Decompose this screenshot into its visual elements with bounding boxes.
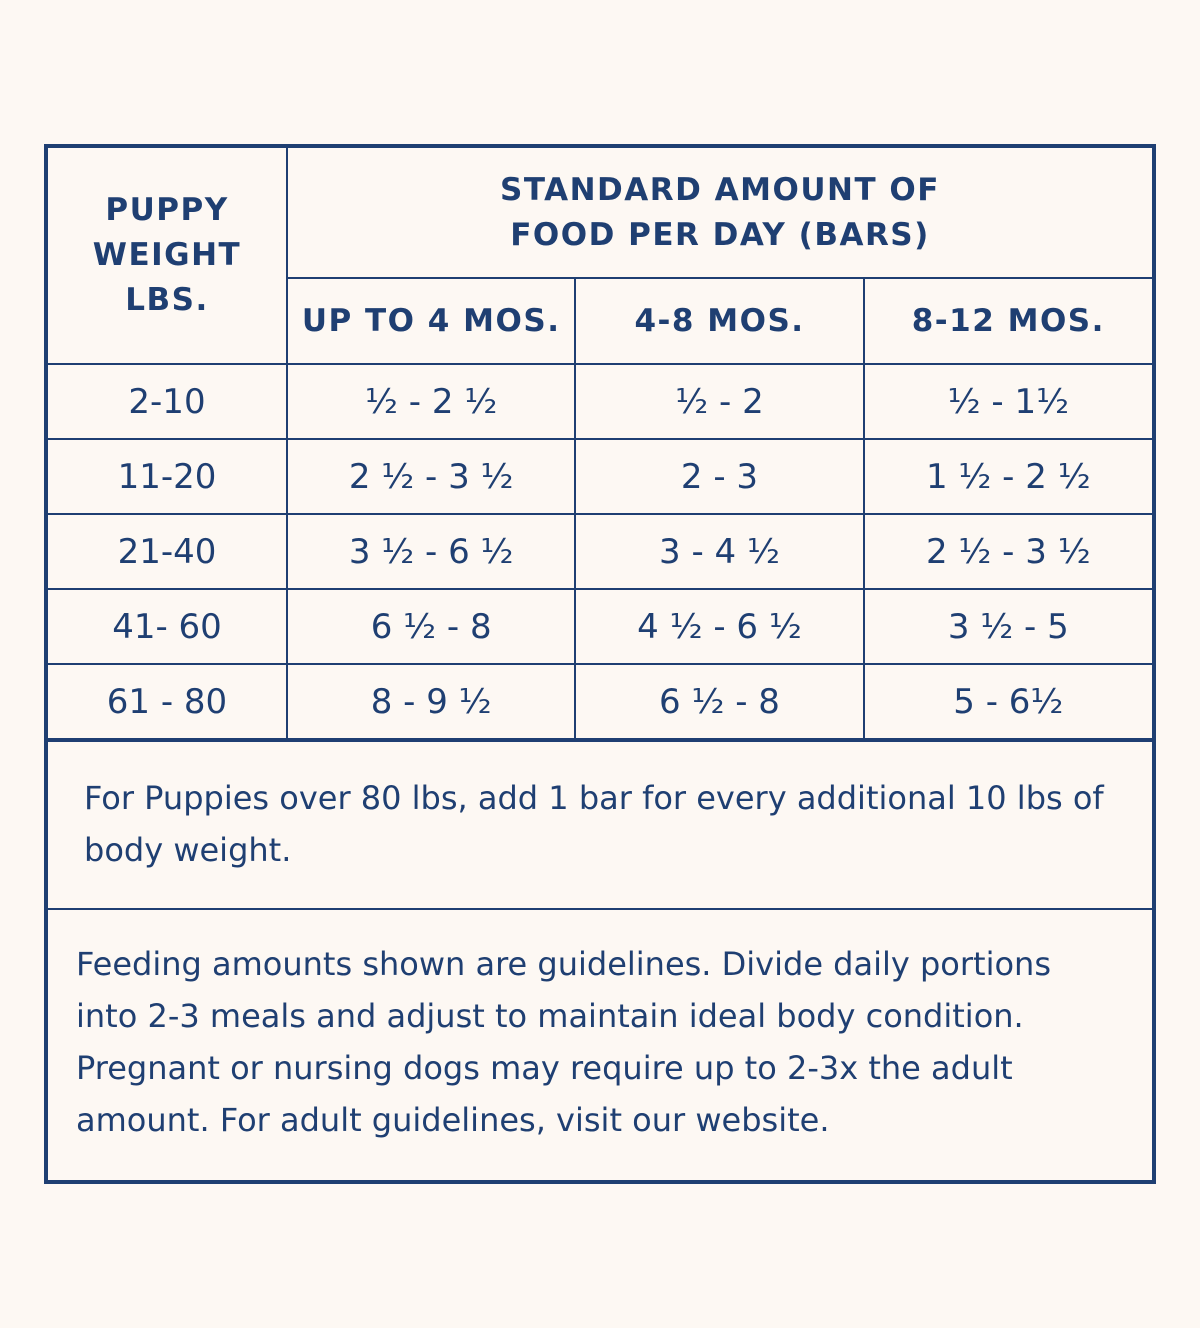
amount-cell: 3 ½ - 6 ½	[287, 514, 575, 589]
weight-column-header: PUPPY WEIGHT LBS.	[48, 148, 287, 364]
amount-cell: 3 ½ - 5	[864, 589, 1152, 664]
amount-title-line2: FOOD PER DAY (BARS)	[510, 216, 930, 253]
amount-cell: 8 - 9 ½	[287, 664, 575, 739]
feeding-table	[48, 148, 1152, 740]
weight-cell: 21-40	[48, 514, 287, 589]
amount-header	[287, 148, 1152, 278]
feeding-chart	[44, 144, 1156, 1184]
weight-cell: 2-10	[48, 364, 287, 439]
table-row	[48, 364, 1152, 439]
age-column-header: 8-12 MOS.	[864, 278, 1152, 364]
amount-cell: ½ - 2 ½	[287, 364, 575, 439]
table-row	[48, 664, 1152, 739]
amount-cell: 2 - 3	[575, 439, 863, 514]
amount-cell: 5 - 6½	[864, 664, 1152, 739]
amount-cell: ½ - 1½	[864, 364, 1152, 439]
guidelines-note: Feeding amounts shown are guidelines. Divide daily portions into 2-3 meals and adjust to maintain ideal body condition. Pregnant or nursing dogs may require up to 2-3x the adult amount. For adult guidelines, visit our website.	[48, 908, 1152, 1176]
over-80-note: For Puppies over 80 lbs, add 1 bar for every additional 10 lbs of body weight.	[48, 740, 1152, 908]
amount-cell: 2 ½ - 3 ½	[864, 514, 1152, 589]
table-row	[48, 439, 1152, 514]
weight-cell: 11-20	[48, 439, 287, 514]
amount-cell: 2 ½ - 3 ½	[287, 439, 575, 514]
amount-cell: 6 ½ - 8	[287, 589, 575, 664]
age-column-header: 4-8 MOS.	[575, 278, 863, 364]
weight-cell: 41- 60	[48, 589, 287, 664]
header-row	[48, 148, 1152, 278]
age-column-header: UP TO 4 MOS.	[287, 278, 575, 364]
amount-cell: 3 - 4 ½	[575, 514, 863, 589]
table-row	[48, 589, 1152, 664]
amount-cell: 6 ½ - 8	[575, 664, 863, 739]
amount-cell: 4 ½ - 6 ½	[575, 589, 863, 664]
table-row	[48, 514, 1152, 589]
amount-cell: ½ - 2	[575, 364, 863, 439]
amount-title-line1: STANDARD AMOUNT OF	[500, 171, 940, 208]
weight-cell: 61 - 80	[48, 664, 287, 739]
amount-cell: 1 ½ - 2 ½	[864, 439, 1152, 514]
